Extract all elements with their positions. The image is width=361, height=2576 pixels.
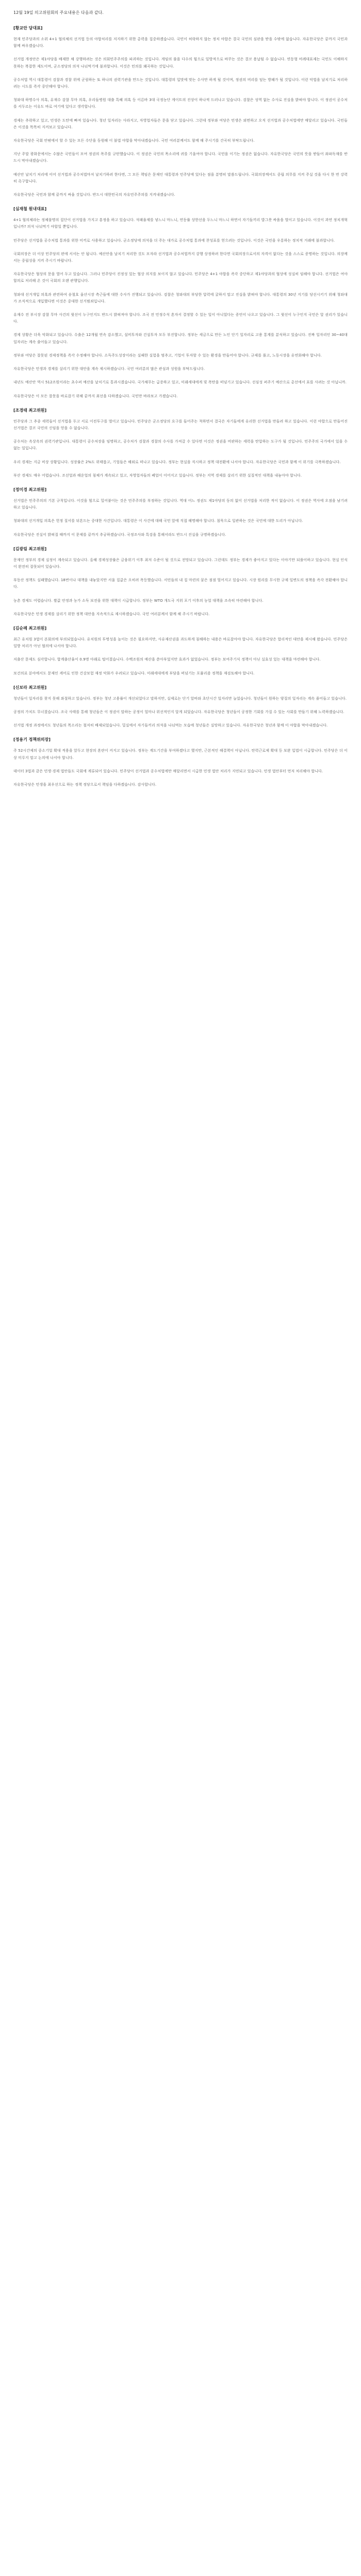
statement-paragraph: 유재수 전 부시장 감찰 무마 사건의 윗선이 누구인지도 반드시 밝혀져야 합니다. 조국 전 민정수석 혼자서 결정할 수 있는 일이 아니었다는 증언이 나오고 있습니다. 그 윗선이 누구인지 국민은 알 권리가 있습니다. [13,313,348,324]
statement-paragraph: 현재 민주당과의 소위 4+1 협의체의 선거법 등의 야합처리를 저지하기 위한 총력을 집중하겠습니다. 국민이 허락하지 않는 정치 야합은 결국 국민의 심판을 받을 수밖에 없습니다. 자유한국당은 끝까지 국민과 함께 싸우겠습니다. [13,37,348,48]
section-heading: [조경태 최고위원] [13,408,47,413]
statement-paragraph: 자유한국당은 민생을 최우선으로 하는 정책 정당으로서 책임을 다하겠습니다. 감사합니다. [13,782,157,787]
statement-paragraph: 공정의 가치도 무너졌습니다. 조국 사태를 통해 청년들은 이 정권이 말하는 공정이 얼마나 위선적인지 알게 되었습니다. 자유한국당은 청년들이 공정한 기회를 가질 수 있는 사회를 만들기 위해 노력하겠습니다. [13,709,344,714]
intro-text: 12월 19일 의고위원회의 주요내용은 다음과 같다. [13,10,104,15]
statement-paragraph: 자유한국당은 이 모든 잘못을 바로잡기 위해 끝까지 최선을 다하겠습니다. 국민만 바라보고 가겠습니다. [13,394,178,398]
statement-paragraph: 정부와 여당은 잘못된 경제정책을 즉각 수정해야 합니다. 소득주도성장이라는 실패한 실험을 멈추고, 기업이 투자할 수 있는 환경을 만들어야 합니다. 규제를 풀고, 노동시장을 유연화해야 합니다. [13,353,322,358]
statement-paragraph: 자유한국당은 진실이 밝혀질 때까지 이 문제를 끝까지 추궁하겠습니다. 국정조사와 특검을 통해서라도 반드시 진실을 규명하겠습니다. [13,532,226,537]
statement-paragraph: 우리 경제는 지금 비상 상황입니다. 성장률은 2%도 위태롭고, 기업들은 해외로 떠나고 있습니다. 정부는 현실을 직시하고 정책 대전환에 나서야 합니다. 자유한국당은 국민과 함께 이 위기를 극복하겠습니다. [13,460,341,464]
statement-paragraph: 민주당과 그 추종 세력들이 선거법을 두고 서로 이전투구를 벌이고 있습니다. 민주당은 군소정당의 요구를 들어주는 척하면서 결국은 자기들에게 유리한 선거법을 만들려 하고 있습니다. 이런 야합으로 만들어진 선거법은 결코 국민의 신임을 얻을 수 없습니다. [13,419,348,430]
statement-paragraph: 자유한국당은 국민과 함께 끝까지 싸울 것입니다. 반드시 대한민국의 자유민주주의를 지켜내겠습니다. [13,193,175,197]
statement-section [13,206,348,399]
section-heading: [황교안 당대표] [13,26,43,30]
section-heading: [김광림 최고위원] [13,546,47,551]
statement-paragraph: 4+1 협의체라는 정체불명의 집단이 선거법을 가지고 흥정을 하고 있습니다. 석패율제를 넣느니 마느니, 연동률 상한선을 두느니 마느니 하면서 자기들끼리 밥그릇 싸움을 벌이고 있습니다. 이것이 과연 정치개혁입니까? 의석 나눠먹기 야합일 뿐입니다. [13,218,348,229]
statement-paragraph: 주 52시간제의 중소기업 확대 적용을 앞두고 현장의 혼란이 커지고 있습니다. 정부는 계도기간을 부여하겠다고 했지만, 근본적인 해결책이 아닙니다. 탄력근로제 확대 등 보완 입법이 시급합니다. 민주당은 더 이상 미루지 말고 논의에 나서야 합니다. [13,749,348,760]
statement-paragraph: 문재인 정부의 경제 실정이 계속되고 있습니다. 올해 경제성장률은 금융위기 이후 최저 수준이 될 것으로 전망되고 있습니다. 그런데도 정부는 경제가 좋아지고 있다는 이야기만 되풀이하고 있습니다. 현실 인식이 완전히 잘못되어 있습니다. [13,557,348,569]
statement-section [13,546,348,618]
statement-paragraph: 자유한국당은 협상의 문을 열어 두고 있습니다. 그러나 민주당이 진정성 있는 협상 의지를 보이지 않고 있습니다. 민주당은 4+1 야합을 즉각 중단하고 제1야당과의 협상에 성실히 임해야 합니다. 선거법은 여야 합의로 처리해 온 것이 국회의 오랜 관행입니다. [13,272,348,283]
statement-paragraph: 부산 경제도 매우 어렵습니다. 조선업과 해운업의 침체가 계속되고 있고, 자영업자들의 폐업이 이어지고 있습니다. 정부는 지역 경제를 살리기 위한 실질적인 대책을 내놓아야 합니다. [13,473,302,478]
statement-paragraph: 자유한국당은 민생 경제를 살리기 위한 정책 대안을 지속적으로 제시하겠습니다. 국민 여러분께서 함께 해 주시기 바랍니다. [13,612,210,616]
statement-paragraph: 선거법은 민주주의의 기본 규칙입니다. 이것을 힘으로 밀어붙이는 것은 민주주의를 부정하는 것입니다. 역대 어느 정권도 제1야당의 동의 없이 선거법을 처리한 적이 없습니다. 이 정권은 역사에 오점을 남기려 하고 있습니다. [13,498,348,510]
statement-paragraph: 부동산 정책도 실패했습니다. 18번이나 대책을 내놓았지만 서울 집값은 오히려 폭등했습니다. 서민들의 내 집 마련의 꿈은 점점 멀어지고 있습니다. 시장 원리를 무시한 규제 일변도의 정책을 즉각 전환해야 합니다. [13,578,348,589]
statement-paragraph: 최근 유치원 3법이 본회의에 부의되었습니다. 유치원의 투명성을 높이는 것은 필요하지만, 사유재산권을 과도하게 침해하는 내용은 바로잡아야 합니다. 자유한국당은 합리적인 대안을 제시해 왔습니다. 민주당은 일방 처리가 아닌 협의에 나서야 합니다. [13,637,348,649]
statement-paragraph: 경제 상황은 더욱 악화되고 있습니다. 수출은 12개월 연속 감소했고, 설비투자와 건설투자 모두 부진합니다. 정부는 세금으로 만든 노인 단기 일자리로 고용 통계를 분식하고 있습니다. 진짜 일자리인 30~40대 일자리는 계속 줄어들고 있습니다. [13,333,348,344]
statement-paragraph: 경제는 추락하고 있고, 민생은 도탄에 빠져 있습니다. 청년 일자리는 사라지고, 자영업자들은 문을 닫고 있습니다. 그런데 정부와 여당은 민생은 외면하고 오직 선거법과 공수처법에만 매달리고 있습니다. 국민들은 이것을 똑똑히 지켜보고 있습니다. [13,118,348,129]
statement-paragraph: 청와대 하명수사 의혹, 유재수 감찰 무마 의혹, 우리들병원 대출 특혜 의혹 등 이른바 3대 국정농단 게이트의 진상이 하나씩 드러나고 있습니다. 검찰은 성역 없는 수사로 진실을 밝혀야 합니다. 이 정권이 공수처를 서두르는 이유도 바로 여기에 있다고 생각합니다. [13,98,348,109]
statement-paragraph: 선거법 개정 과정에서도 청년들의 목소리는 철저히 배제되었습니다. 밀실에서 자기들끼리 의석을 나눠먹는 모습에 청년들은 실망하고 있습니다. 자유한국당은 청년과 함께 이 야합을 막아내겠습니다. [13,723,328,728]
statement-paragraph: 자유한국당은 국회 안팎에서 할 수 있는 모든 수단을 동원해 이 불법 야합을 막아내겠습니다. 국민 여러분께서도 함께 해 주시기를 간곡히 부탁드립니다. [13,139,255,143]
statement-paragraph: 내년도 예산안 역시 512조원이라는 초수퍼 예산을 날치기로 통과시켰습니다. 국가채무는 급증하고 있고, 미래세대에게 빚 폭탄을 떠넘기고 있습니다. 선심성 퍼주기 예산으로 총선에서 표를 사려는 것 아닙니까. [13,380,347,385]
statement-paragraph: 지난 주말 광화문에서는 수많은 국민들이 모여 정권의 폭주를 규탄했습니다. 이 정권은 국민의 목소리에 귀를 기울여야 합니다. 국민을 이기는 정권은 없습니다. 자유한국당은 국민의 뜻을 받들어 좌파독재를 반드시 막아내겠습니다. [13,152,348,163]
statement-paragraph: 데이터 3법과 같은 민생·경제 법안들도 국회에 계류되어 있습니다. 민주당이 선거법과 공수처법에만 매달리면서 시급한 민생 법안 처리가 지연되고 있습니다. 민생 법안부터 먼저 처리해야 합니다. [13,769,323,773]
statement-paragraph: 선거법 개정안은 제1야당을 배제한 채 강행하려는 것은 의회민주주의를 파괴하는 것입니다. 게임의 룰을 다수의 힘으로 일방적으로 바꾸는 것은 결코 용납될 수 없습니다. 연동형 비례대표제는 국민도 이해하지 못하는 복잡한 제도이며, 군소정당의 의석 나눠먹기에 불과합니다. 이것은 민의를 왜곡하는 것입니다. [13,57,348,69]
section-heading: [정미경 최고위원] [13,487,47,492]
statement-paragraph: 저출산 문제도 심각합니다. 합계출산율이 0.9명 아래로 떨어졌습니다. 수백조원의 예산을 쏟아부었지만 효과가 없었습니다. 정부는 보여주기식 정책이 아닌 실효성 있는 대책을 마련해야 합니다. [13,657,321,662]
statement-section [13,407,348,479]
statement-paragraph: 예산안 날치기 처리에 이어 선거법과 공수처법마저 날치기하려 한다면, 그 모든 책임은 문재인 대통령과 민주당에 있다는 점을 분명히 말씀드립니다. 국회의장께서도 중립 의무를 지켜 주실 것을 다시 한 번 강력히 촉구합니다. [13,172,348,183]
statement-section [13,486,348,538]
statement-paragraph: 청와대 선거개입 의혹과 관련하여 송철호 울산시장 측근들에 대한 수사가 진행되고 있습니다. 검찰은 청와대의 부당한 압력에 굴하지 말고 진실을 밝혀야 합니다. 대통령의 30년 지기를 당선시키기 위해 청와대가 조직적으로 개입했다면 이것은 중대한 선거범죄입니다. [13,292,348,303]
sections-container [13,25,348,788]
statement-paragraph: 공수처법 역시 대통령이 검찰과 경찰 위에 군림하는 또 하나의 권력기관을 만드는 것입니다. 대통령의 입맛에 맞는 수사만 하게 될 것이며, 정권의 비리를 덮는 방패가 될 것입니다. 이런 악법을 날치기로 처리하려는 시도를 즉각 중단해야 합니다. [13,77,348,89]
statement-paragraph: 자유한국당은 민생과 경제를 살리기 위한 대안을 계속 제시하겠습니다. 국민 여러분의 많은 관심과 성원을 부탁드립니다. [13,367,205,371]
statement-paragraph: 공수처는 옥상옥의 권력기관입니다. 대통령이 공수처장을 임명하고, 공수처가 검찰과 경찰의 수사를 가져갈 수 있다면 이것은 정권을 비판하는 세력을 탄압하는 도구가 될 것입니다. 민주주의 국가에서 있을 수 없는 일입니다. [13,439,348,451]
statement-paragraph: 농촌 경제도 어렵습니다. 쌀값 안정과 농가 소득 보전을 위한 대책이 시급합니다. 정부는 WTO 개도국 지위 포기 이후의 농업 대책을 조속히 마련해야 합니다. [13,598,264,603]
statement-paragraph: 청와대의 선거개입 의혹은 헌정 질서를 뒤흔드는 중대한 사건입니다. 대통령은 이 사건에 대해 국민 앞에 직접 해명해야 합니다. 침묵으로 일관하는 것은 국민에 대한 도리가 아닙니다. [13,519,303,523]
statement-paragraph: 청년들이 일자리를 찾지 못해 좌절하고 있습니다. 정부는 청년 고용률이 개선되었다고 말하지만, 실제로는 단기 알바와 초단시간 일자리만 늘었습니다. 청년들이 원하는 양질의 일자리는 계속 줄어들고 있습니다. [13,696,347,701]
statement-section [13,625,348,677]
statement-paragraph: 국회의장은 더 이상 민주당의 편에 서서는 안 됩니다. 예산안을 날치기 처리한 것도 모자라 선거법과 공수처법까지 강행 상정하려 한다면 국회의장으로서의 자격이 없다는 것을 스스로 증명하는 것입니다. 의장께서는 중립성을 지켜 주시기 바랍니다. [13,251,348,263]
statement-section [13,25,348,198]
section-heading: [신보라 최고위원] [13,685,47,690]
statement-section [13,736,348,788]
statement-paragraph: 보건의료 분야에서도 문재인 케어로 인한 건강보험 재정 악화가 우려되고 있습니다. 미래세대에게 부담을 떠넘기는 포퓰리즘 정책을 재검토해야 합니다. [13,671,255,675]
statement-section [13,684,348,730]
section-heading: [심재철 원내대표] [13,207,47,212]
section-heading: [정용기 정책위의장] [13,737,51,742]
statement-paragraph: 민주당은 선거법을 공수처법 통과를 위한 미끼로 사용하고 있습니다. 군소정당에 의석을 더 주는 대가로 공수처법 통과에 찬성표를 얻으려는 것입니다. 이것은 국민을 우롱하는 정치적 거래에 불과합니다. [13,238,335,243]
section-heading: [김순례 최고위원] [13,625,47,631]
